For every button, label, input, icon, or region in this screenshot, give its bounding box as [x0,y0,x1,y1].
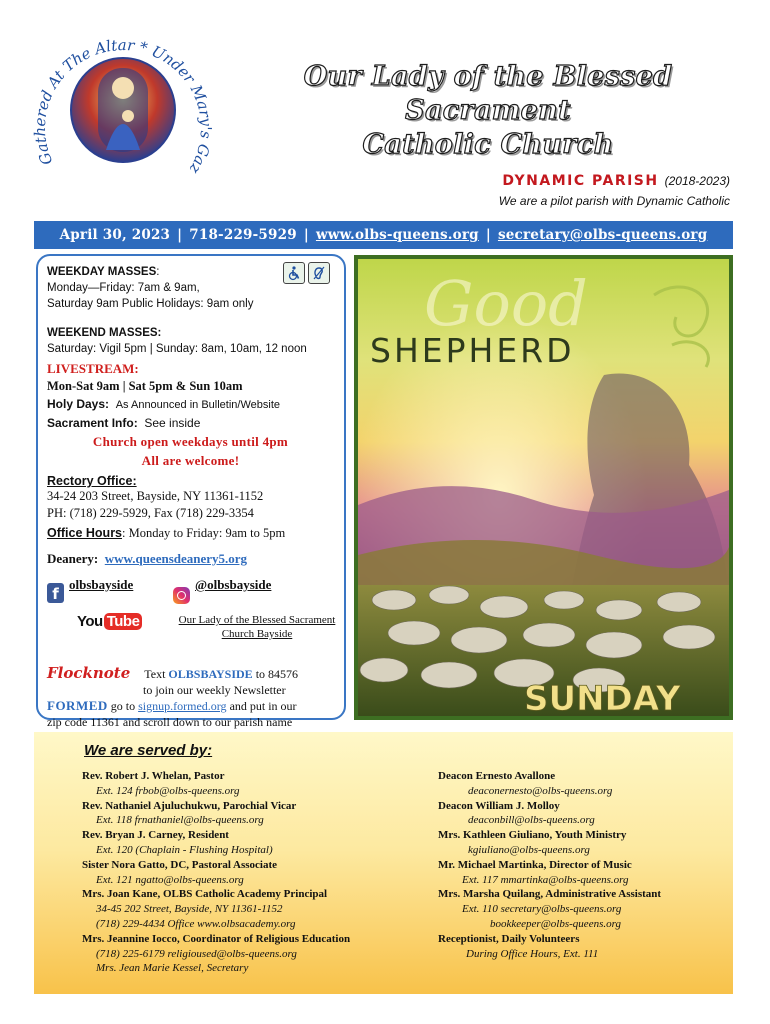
staff-name: Rev. Nathaniel Ajuluchukwu, Parochial Vicar [82,799,297,812]
church-title-line2: Catholic Church [362,129,614,160]
youtube-logo-tube: Tube [104,613,143,630]
flocknote-logo: Flocknote [47,664,131,682]
weekday-masses-colon: : [156,266,160,278]
holy-days [47,395,334,414]
dynamic-parish-title: DYNAMIC PARISH [502,173,659,189]
staff-detail: deaconernesto@olbs-queens.org [468,784,613,797]
rectory-phone: PH: (718) 229-5929, Fax (718) 229-3354 [47,506,254,520]
office-hours-label: Office Hours [47,526,123,540]
youtube-logo-you: You [77,613,103,630]
dynamic-parish-years: (2018-2023) [664,174,730,188]
weekday-masses-line1: Monday—Friday: 7am & 9am, [47,282,200,294]
youtube-logo[interactable] [77,613,142,630]
church-title-line1: Our Lady of the Blessed Sacrament [303,61,673,126]
livestream-times: Mon-Sat 9am | Sat 5pm & Sun 10am [47,379,243,393]
weekend-masses-line: Saturday: Vigil 5pm | Sunday: 8am, 10am, 12 noon [47,343,307,355]
contact-bar [34,221,733,249]
email-link[interactable]: secretary@olbs-queens.org [497,227,708,243]
instagram-icon[interactable] [173,587,190,604]
weekend-masses-label: WEEKEND MASSES: [47,327,162,339]
staff-detail: 34-45 202 Street, Bayside, NY 11361-1152 [96,903,283,916]
staff-name: Mr. Michael Martinka, Director of Music [438,858,632,871]
staff-directory [34,732,733,994]
holy-days-label: Holy Days: [47,397,110,411]
poster-shepherd-text: SHEPHERD [370,331,575,370]
staff-heading: We are served by: [84,742,213,759]
facebook-icon[interactable]: f [47,583,64,603]
good-shepherd-poster [354,255,733,720]
staff-name: Receptionist, Daily Volunteers [438,932,580,945]
formed-pre: go to [110,699,136,713]
flocknote-signup [47,665,334,682]
formed-logo: FORMED [47,698,108,713]
staff-detail: deaconbill@olbs-queens.org [468,814,595,827]
staff-column-left [82,769,412,976]
poster-good-text: Good [424,267,588,340]
parish-info-box [36,254,346,729]
poster-artwork [354,255,733,720]
welcome-notice: All are welcome! [141,453,240,468]
dynamic-parish-block [499,172,730,208]
staff-name: Mrs. Jeannine Iocco, Coordinator of Religious Education [82,932,351,945]
staff-detail: Ext. 117 mmartinka@olbs-queens.org [462,873,629,886]
formed-signup [47,698,334,714]
staff-detail: Ext. 120 (Chaplain - Flushing Hospital) [96,843,273,856]
separator: | [303,227,309,243]
hearing-assist-icon [308,262,330,284]
staff-name: Mrs. Kathleen Giuliano, Youth Ministry [438,829,627,842]
staff-name: Deacon Ernesto Avallone [438,770,556,782]
sacrament-info-value: See inside [144,416,201,430]
seal-text: Gathered At The Altar * Under Mary's Gaz [30,36,216,177]
facebook-link[interactable]: olbsbayside [69,577,134,592]
flocknote-keyword: OLBSBAYSIDE [168,667,253,681]
staff-name: Mrs. Marsha Quilang, Administrative Assistant [438,888,662,901]
church-open-notice: Church open weekdays until 4pm [92,434,289,449]
sacrament-info-label: Sacrament Info: [47,416,138,430]
parish-seal [28,18,218,208]
deanery-link[interactable]: www.queensdeanery5.org [104,551,248,566]
phone-number[interactable]: 718-229-5929 [189,227,297,243]
sacrament-info [47,414,334,432]
wheelchair-icon [283,262,305,284]
flocknote-text-pre: Text [144,667,166,681]
instagram-link[interactable]: @olbsbayside [195,577,272,592]
office-hours [47,526,334,541]
staff-name: Mrs. Joan Kane, OLBS Catholic Academy Principal [82,888,328,901]
staff-detail: (718) 225-6179 religioused@olbs-queens.org [96,947,297,960]
staff-name: Deacon William J. Molloy [438,799,560,812]
staff-detail: Ext. 118 frnathaniel@olbs-queens.org [96,814,264,827]
rectory-office-label: Rectory Office: [47,474,137,488]
staff-name: Rev. Robert J. Whelan, Pastor [82,770,225,782]
staff-detail: (718) 229-4434 Office www.olbsacademy.org [96,917,296,930]
staff-detail: Mrs. Jean Marie Kessel, Secretary [96,962,249,975]
deanery-label: Deanery: [47,551,99,566]
office-hours-value: : Monday to Friday: 9am to 5pm [122,526,286,540]
staff-detail: Ext. 110 secretary@olbs-queens.org [462,903,622,916]
staff-detail: Ext. 121 ngatto@olbs-queens.org [96,873,244,886]
weekend-masses [47,325,334,357]
staff-detail: bookkeeper@olbs-queens.org [490,917,621,930]
staff-name: Sister Nora Gatto, DC, Pastoral Associate [82,858,278,871]
rectory-address: 34-24 203 Street, Bayside, NY 11361-1152 [47,489,264,503]
staff-name: Rev. Bryan J. Carney, Resident [82,829,229,842]
staff-detail: Ext. 124 frbob@olbs-queens.org [96,784,240,797]
staff-detail: During Office Hours, Ext. 111 [466,947,599,960]
weekday-masses-label: WEEKDAY MASSES [47,266,157,278]
separator: | [177,227,183,243]
accessibility-icons [283,262,330,284]
formed-post: and put in our [229,699,297,713]
website-link[interactable]: www.olbs-queens.org [315,227,479,243]
weekday-masses-line2: Saturday 9am Public Holidays: 9am only [47,298,254,310]
youtube-channel-link[interactable]: Our Lady of the Blessed Sacrament Church Bayside [178,614,336,640]
staff-detail: kgiuliano@olbs-queens.org [468,843,590,856]
bulletin-date: April 30, 2023 [59,227,171,243]
dynamic-parish-subtitle: We are a pilot parish with Dynamic Catholic [498,194,730,208]
separator: | [485,227,491,243]
church-title [228,60,748,162]
staff-column-right [438,769,728,961]
deanery [47,551,334,567]
livestream-label: LIVESTREAM: [47,361,139,376]
formed-line2: zip code 11361 and scroll down to our parish name [47,715,293,729]
social-links [47,573,334,665]
poster-sunday-text: SUNDAY [524,679,681,719]
flocknote-number: to 84576 [255,667,299,681]
seal-graphic [28,18,218,208]
flocknote-line2: to join our weekly Newsletter [143,683,286,697]
formed-link[interactable]: signup.formed.org [138,699,227,713]
holy-days-value: As Announced in Bulletin/Website [115,399,280,411]
